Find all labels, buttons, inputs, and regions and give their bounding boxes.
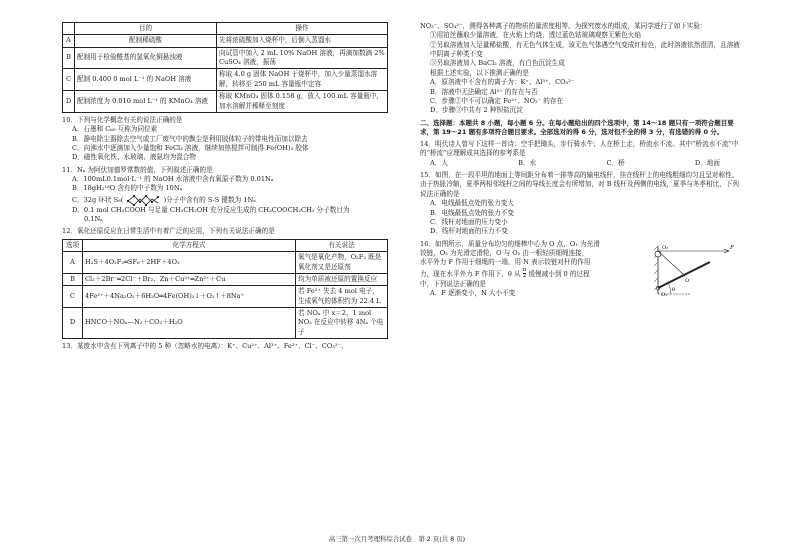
- question-stem: 15．如图，在一段平坦的地面上等间距分布着一排等高的输电线杆，挂在线杆上的电线粗细均匀且呈对称性。由于热胀冷缩，夏季两相邻线杆之间的导线长度会有所增加，对 B 线杆及两侧的电线，夏季与冬季相比，下列说法正确的是: [420, 171, 739, 198]
- table-cell: D: [63, 307, 83, 338]
- question-stem: 12．氧化还原反应在日常生活中有着广泛的应用，下列有关说法正确的是: [62, 227, 275, 236]
- fraction-denominator: 2: [522, 273, 527, 280]
- option-a: A．石墨和 C₆₀ 互称为同位素: [72, 125, 158, 134]
- right-column: [420, 22, 740, 299]
- table-cell: 配制浓度为 0.010 mol L⁻¹ 的 KMnO₄ 溶液: [75, 91, 217, 113]
- theta-arc: [668, 283, 670, 294]
- label-o1: O₁: [661, 291, 668, 298]
- table-cell: 均为单质被还原的置换反应: [296, 273, 388, 285]
- option-c: C．桥: [606, 158, 625, 167]
- table-cell: B: [63, 47, 75, 69]
- option-b: B．18gH₂¹⁸O 含有的中子数为 10Nₐ: [72, 184, 183, 193]
- option-a: A．电线最低点处的张力变大: [430, 199, 514, 208]
- table-cell: 若 Fe²⁺ 失去 4 mol 电子，生成氧气的体积约为 22.4 L: [296, 286, 388, 308]
- question-stem-line: 铰链，O₂ 为光滑定滑轮，O 与 O₂ 由一根轻质细绳连接，: [420, 248, 589, 257]
- question-stem-line: 16．如图所示，质量分布均匀的细棒中心为 O 点，O₁ 为光滑: [420, 239, 600, 248]
- table-row: [63, 69, 388, 91]
- question-14: [420, 140, 740, 168]
- option-d-continued: 0.1Nₐ: [84, 215, 103, 224]
- left-column: [62, 22, 388, 351]
- table-cell: 配制用于检验醛基的氢氧化铜悬浊液: [75, 47, 217, 69]
- pi-over-two-fraction: [523, 268, 527, 280]
- table-cell: A: [63, 252, 83, 274]
- option-d: D．地面: [694, 158, 720, 167]
- stem-text: 缓慢减小到 0 的过程: [528, 269, 590, 278]
- experiment-step: ②另取溶液加入足量稀盐酸，有无色气体生成，该无色气体遇空气变成红棕色，此时溶液依然澄清，且溶液中阴离子种类不变: [430, 40, 740, 59]
- experiment-table: [62, 22, 388, 113]
- table-cell: A: [63, 35, 75, 47]
- option-d: D．0.1 mol CH₃COOH 与足量 CH₃CH₂OH 充分反应生成的 CH₃COOCH₂CH₃ 分子数目为: [72, 205, 350, 214]
- table-header-cell: 目的: [75, 23, 217, 35]
- question-12: [62, 227, 388, 339]
- question-10: [62, 116, 388, 163]
- table-cell: 称取 4.0 g 固体 NaOH 于烧杯中，加入少量蒸馏水溶解，转移至 250 mL 容量瓶中定容: [217, 69, 388, 91]
- table-cell: 4Fe²⁺＋4Na₂O₂＋6H₂O═4Fe(OH)₃↓＋O₂↑＋8Na⁺: [83, 286, 296, 308]
- table-cell: H₂S＋4O₂F₂═SF₆＋2HF＋4O₂: [83, 252, 296, 274]
- option-c: C．步骤②中不可以确定 Fe²⁺、NO₃⁻ 的存在: [430, 96, 564, 105]
- table-row: [63, 273, 388, 285]
- table-row: [63, 47, 388, 69]
- table-cell: B: [63, 273, 83, 285]
- option-b: B．溶液中无法确定 Al³⁺ 的存在与否: [430, 87, 538, 96]
- option-b: B．静电除尘器除去空气或工厂废气中的飘尘是利用胶体粒子的带电性而加以除去: [72, 134, 308, 143]
- option-a: A．F 逐渐变小，N 大小不变: [430, 289, 516, 298]
- pulley-o2: [655, 251, 661, 257]
- table-header-cell: [63, 23, 75, 35]
- experiment-step: ①用铂丝蘸取少量溶液，在火焰上灼烧，透过蓝色钴玻璃观察无紫色火焰: [430, 31, 641, 40]
- label-theta: θ: [672, 286, 676, 293]
- table-cell: 配制 0.400 0 mol L⁻¹ 的 NaOH 溶液: [75, 69, 217, 91]
- question-stem: 10．下列与化学概念有关的说法正确的是: [62, 115, 183, 124]
- question-stem-continued: NO₃⁻、SO₄²⁻，测得各种离子的物质的量浓度相等。为探究废水的组成，某同学进行了如下实验：: [420, 22, 707, 30]
- redox-table: [62, 239, 388, 339]
- stem-text: 力，现在水平外力 F 作用下，θ 从: [420, 269, 521, 278]
- table-cell: 先将浓硫酸加入烧杯中，后倒入蒸馏水: [217, 35, 388, 47]
- question-stem: 11．Nₐ 为阿伏加德罗常数的值，下列叙述正确的是: [62, 165, 213, 174]
- option-c-text-end: )分子中含有的 S-S 键数为 1Nₐ: [163, 195, 256, 204]
- option-c: C．线杆对地面的压力变小: [430, 217, 508, 226]
- label-o: O: [685, 277, 690, 284]
- question-lead: 根据上述实验，以下推测正确的是: [430, 68, 529, 77]
- table-header-cell: 有关说法: [296, 239, 388, 251]
- table-header-row: [63, 23, 388, 35]
- option-d: D．磁性氧化铁、水玻璃、液氨均为混合物: [72, 153, 196, 162]
- option-a: A．100mL0.1mol·L⁻¹ 的 NaOH 水溶液中含有氧原子数为 0.01Nₐ: [72, 175, 274, 184]
- option-b: B．电线最低点处的张力不变: [430, 208, 514, 217]
- question-15: [420, 171, 740, 237]
- rope-segment: [658, 251, 684, 275]
- table-cell: D: [63, 91, 75, 113]
- table-row: [63, 286, 388, 308]
- question-stem: 14．明代诗人曾写下这样一首诗：空手把锄头，步行骑水牛；人在桥上走，桥流水不流。其中“桥流水不流”中的“桥流”应理解成其选择的参考系是: [420, 140, 739, 158]
- table-cell: Cl₂＋2Br⁻═2Cl⁻＋Br₂、Zn＋Cu²⁺═Zn²⁺＋Cu: [83, 273, 296, 285]
- question-11: [62, 166, 388, 225]
- options-row: [420, 159, 740, 168]
- question-16: [420, 240, 740, 299]
- table-header-cell: 操作: [217, 23, 388, 35]
- rod-pulley-diagram: [650, 240, 740, 302]
- fraction-numerator: π: [522, 266, 527, 273]
- table-cell: 配制稀硫酸: [75, 35, 217, 47]
- label-o2: O₂: [662, 244, 669, 251]
- option-d: D．步骤③中共有 2 种钡盐沉淀: [430, 106, 523, 115]
- table-cell: 向试管中加入 2 mL 10% NaOH 溶液，再滴加数滴 2% CuSO₄ 溶液，振荡: [217, 47, 388, 69]
- table-cell: HNCO＋NOₓ—N₂＋CO₂＋H₂O: [83, 307, 296, 338]
- table-header-row: [63, 239, 388, 251]
- option-d: D．线杆对地面的压力不变: [430, 227, 508, 236]
- table-row: [63, 307, 388, 338]
- question-13-start: [62, 342, 388, 351]
- table-cell: C: [63, 286, 83, 308]
- table-cell: 若 NOₓ 中 x＝2，1 mol NO₂ 在反应中转移 4Nₐ 个电子: [296, 307, 388, 338]
- table-cell: 称取 KMnO₄ 固体 0.158 g，放入 100 mL 容量瓶中，加水溶解并稀释至刻度: [217, 91, 388, 113]
- table-cell: C: [63, 69, 75, 91]
- option-b: B．水: [518, 158, 537, 167]
- table-row: [63, 252, 388, 274]
- experiment-step: ③另取溶液加入 BaCl₂ 溶液，有白色沉淀生成: [430, 59, 565, 68]
- table-cell: 氧气是氧化产物，O₂F₂ 既是氧化剂又是还原剂: [296, 252, 388, 274]
- label-f: F: [730, 244, 734, 251]
- question-13-continued: [420, 22, 740, 116]
- s8-ring-structure-icon: [125, 194, 161, 206]
- table-header-cell: 选项: [63, 239, 83, 251]
- option-a: A．原溶液中不含有的离子为：K⁺、Al³⁺、CO₃²⁻: [430, 78, 575, 87]
- option-c-text-start: C．32g 环状 S₈(: [72, 195, 124, 204]
- question-stem: 13．某废水中含有下列离子中的 5 种（忽略水的电离）：K⁺、Cu²⁺、Al³⁺、Fe²⁺、Cl⁻、CO₃²⁻、: [62, 342, 348, 351]
- question-stem-line: 中，下列说法正确的是: [420, 279, 486, 288]
- page-footer: 高三第一次月考理科综合试卷 第 2 页(共 8 页): [328, 535, 466, 543]
- question-stem-line: 水平外力 F 作用于细绳的一端，用 N 表示铰链对杆的作用: [420, 258, 591, 267]
- option-c: [62, 194, 388, 206]
- table-header-cell: 化学方程式: [83, 239, 296, 251]
- table-row: [63, 91, 388, 113]
- section-2-instructions: 二、选择题：本题共 8 小题，每小题 6 分。在每小题给出的四个选项中，第 14～18 题只有一项符合题目要求，第 19～21 题有多项符合题目要求。全部选对的得 6 分，选对但不全的得 3 分，有选错的得 0 分。: [420, 118, 734, 136]
- option-a: A．人: [430, 158, 448, 167]
- table-row: [63, 35, 388, 47]
- option-c: C．向沸水中逐滴加入少量饱和 FeCl₃ 溶液，继续加热搅拌可制得 Fe(OH)₃ 胶体: [72, 143, 309, 152]
